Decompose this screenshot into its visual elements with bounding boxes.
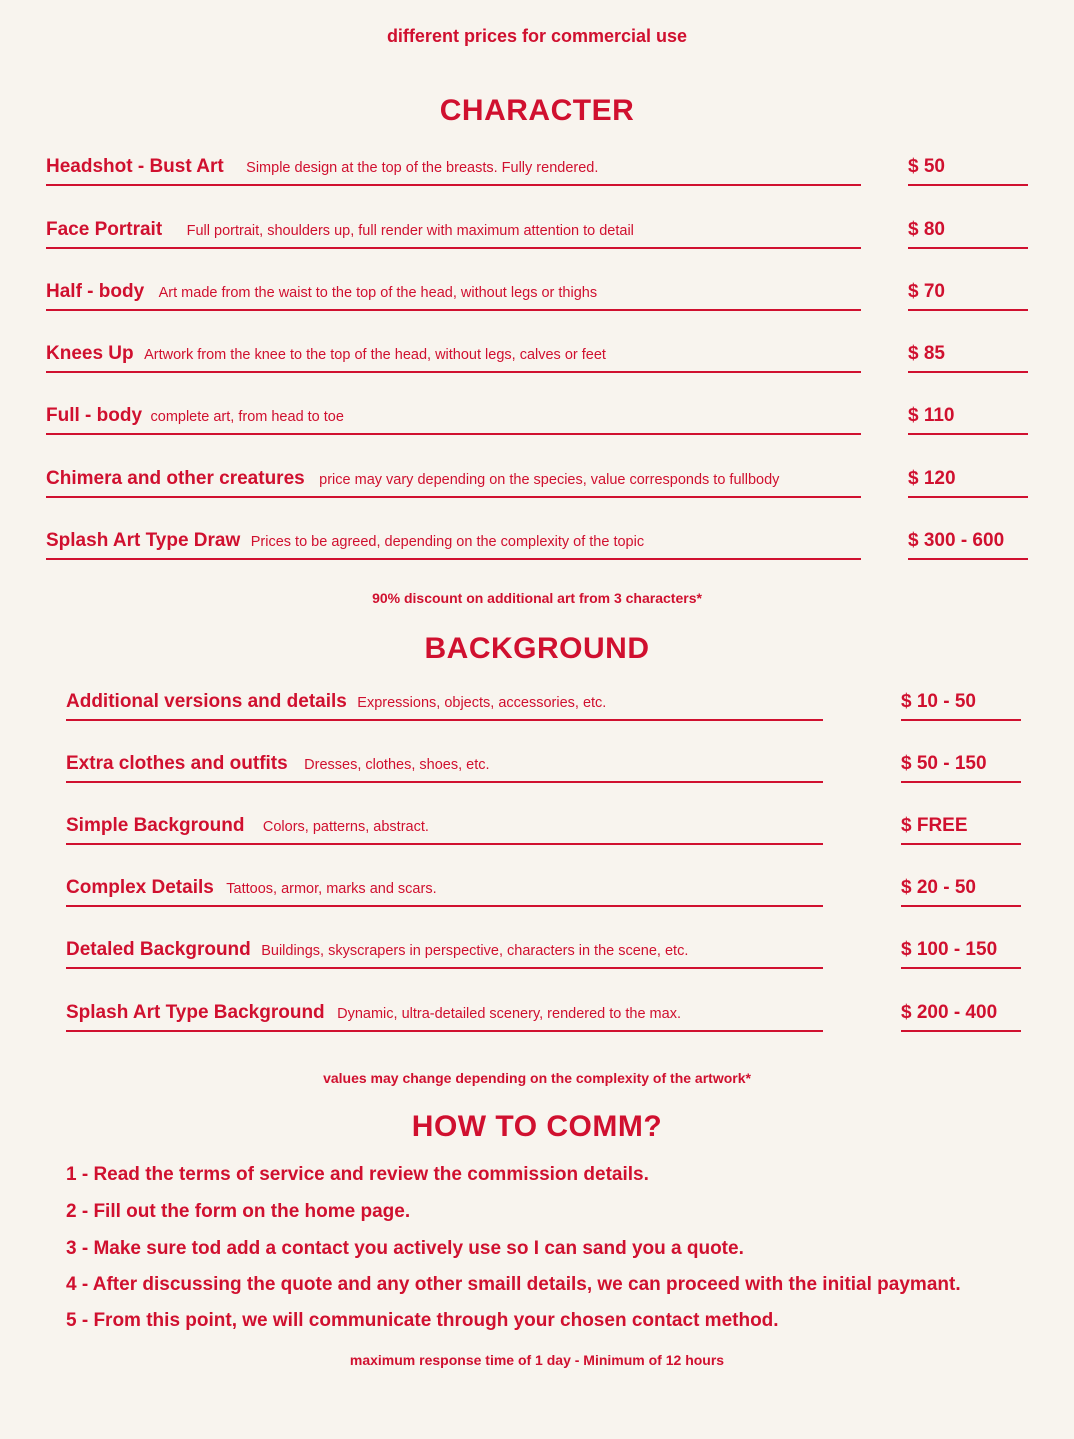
row-underline xyxy=(46,184,861,186)
row-underline xyxy=(66,905,823,907)
item-description: Dynamic, ultra-detailed scenery, rendered to the max. xyxy=(337,1006,681,1022)
step-3: 3 - Make sure tod add a contact you actively use so I can sand you a quote. xyxy=(66,1238,744,1259)
row-underline xyxy=(66,1030,823,1032)
row-underline xyxy=(66,781,823,783)
item-description: price may vary depending on the species, value corresponds to fullbody xyxy=(319,472,780,488)
price-row-splash-art-draw xyxy=(46,530,861,560)
price-knees-up: $ 85 xyxy=(908,343,1028,373)
price-additional-versions: $ 10 - 50 xyxy=(901,691,1021,721)
item-description: Full portrait, shoulders up, full render with maximum attention to detail xyxy=(186,223,634,239)
item-name: Extra clothes and outfits xyxy=(66,753,288,774)
price-row-splash-art-background xyxy=(66,1002,823,1032)
price-row-headshot xyxy=(46,156,861,186)
item-name: Face Portrait xyxy=(46,219,163,240)
price-face-portrait: $ 80 xyxy=(908,219,1028,249)
character-section-title: CHARACTER xyxy=(439,94,635,127)
item-name: Headshot - Bust Art xyxy=(46,156,224,177)
row-underline xyxy=(66,967,823,969)
background-section-title: BACKGROUND xyxy=(424,632,650,665)
item-description: Simple design at the top of the breasts. Fully rendered. xyxy=(246,160,599,176)
price-row-full-body xyxy=(46,405,861,435)
item-name: Simple Background xyxy=(66,815,245,836)
complexity-note: values may change depending on the complexity of the artwork* xyxy=(323,1070,751,1086)
item-description: Dresses, clothes, shoes, etc. xyxy=(304,757,490,773)
item-name: Detaled Background xyxy=(66,939,251,960)
item-description: Buildings, skyscrapers in perspective, characters in the scene, etc. xyxy=(261,943,689,959)
price-half-body: $ 70 xyxy=(908,281,1028,311)
price-chimera: $ 120 xyxy=(908,468,1028,498)
step-2: 2 - Fill out the form on the home page. xyxy=(66,1201,411,1222)
item-name: Splash Art Type Background xyxy=(66,1002,325,1023)
item-description: Tattoos, armor, marks and scars. xyxy=(226,881,437,897)
row-underline xyxy=(46,247,861,249)
row-underline xyxy=(46,433,861,435)
item-name: Half - body xyxy=(46,281,145,302)
price-row-simple-background xyxy=(66,815,823,845)
price-extra-clothes: $ 50 - 150 xyxy=(901,753,1021,783)
price-complex-details: $ 20 - 50 xyxy=(901,877,1021,907)
item-description: Expressions, objects, accessories, etc. xyxy=(357,695,607,711)
row-underline xyxy=(46,371,861,373)
item-description: Prices to be agreed, depending on the complexity of the topic xyxy=(250,534,645,550)
step-1: 1 - Read the terms of service and review the commission details. xyxy=(66,1164,649,1185)
price-row-detailed-background xyxy=(66,939,823,969)
price-row-knees-up xyxy=(46,343,861,373)
item-description: Artwork from the knee to the top of the head, without legs, calves or feet xyxy=(144,347,606,363)
row-underline xyxy=(46,558,861,560)
item-description: Colors, patterns, abstract. xyxy=(262,819,429,835)
item-name: Additional versions and details xyxy=(66,691,347,712)
how-to-comm-title: HOW TO COMM? xyxy=(411,1110,663,1143)
item-name: Chimera and other creatures xyxy=(46,468,305,489)
item-description: complete art, from head to toe xyxy=(150,409,344,425)
price-row-additional-versions xyxy=(66,691,823,721)
step-5: 5 - From this point, we will communicate through your chosen contact method. xyxy=(66,1310,779,1331)
price-full-body: $ 110 xyxy=(908,405,1028,435)
item-name: Complex Details xyxy=(66,877,214,898)
discount-note: 90% discount on additional art from 3 characters* xyxy=(372,590,702,606)
price-headshot: $ 50 xyxy=(908,156,1028,186)
item-name: Full - body xyxy=(46,405,143,426)
row-underline xyxy=(66,843,823,845)
item-name: Knees Up xyxy=(46,343,134,364)
price-splash-art-draw: $ 300 - 600 xyxy=(908,530,1028,560)
commercial-use-note: different prices for commercial use xyxy=(386,26,688,46)
price-row-complex-details xyxy=(66,877,823,907)
item-name: Splash Art Type Draw xyxy=(46,530,241,551)
price-detailed-background: $ 100 - 150 xyxy=(901,939,1021,969)
row-underline xyxy=(46,309,861,311)
response-time-note: maximum response time of 1 day - Minimum of 12 hours xyxy=(349,1352,725,1368)
price-row-face-portrait xyxy=(46,219,861,249)
item-description: Art made from the waist to the top of the head, without legs or thighs xyxy=(158,285,598,301)
price-simple-background: $ FREE xyxy=(901,815,1021,845)
price-row-half-body xyxy=(46,281,861,311)
row-underline xyxy=(66,719,823,721)
price-row-extra-clothes xyxy=(66,753,823,783)
price-row-chimera xyxy=(46,468,861,498)
price-splash-art-background: $ 200 - 400 xyxy=(901,1002,1021,1032)
row-underline xyxy=(46,496,861,498)
step-4: 4 - After discussing the quote and any other smaill details, we can proceed with the initial paymant. xyxy=(66,1274,961,1295)
